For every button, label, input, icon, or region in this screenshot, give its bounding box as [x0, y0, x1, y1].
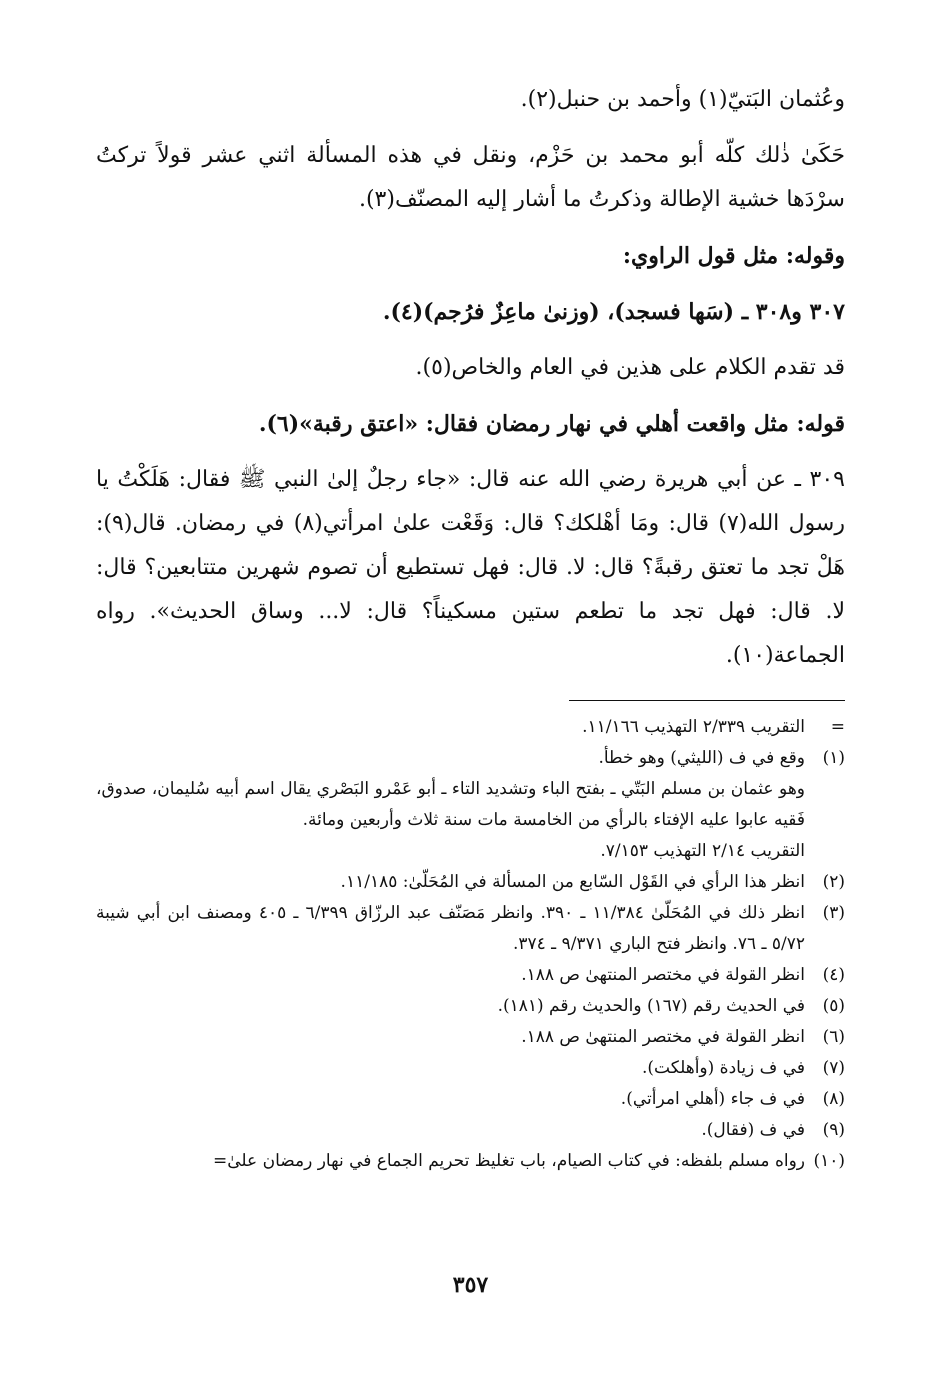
footnote-6: [96, 1022, 845, 1053]
footnote-7: [96, 1053, 845, 1084]
footnote-5: [96, 991, 845, 1022]
paragraph-2: حَكَىٰ ذٰلك كلّه أبو محمد بن حَزْم، ونقل في هذه المسألة اثني عشر قولاً تركتُ سرْدَها خشية الإطالة وذكرتُ ما أشار إليه المصنّف(٣).: [96, 143, 845, 212]
footnote-4: [96, 960, 845, 991]
footnote-number: (٩): [822, 1120, 845, 1140]
footnote-number: (١): [822, 748, 845, 768]
footnote-text: التقريب ٢/١٤ التهذيب ٧/١٥٣.: [600, 841, 805, 861]
footnote-8: [96, 1084, 845, 1115]
paragraph-5: قد تقدم الكلام على هذين في العام والخاص(٥).: [415, 355, 845, 380]
footnote-text: في ف (فقال).: [701, 1120, 805, 1140]
footnote-continuation: [96, 712, 845, 743]
hadith-307-308: ٣٠٧ و٣٠٨ ـ (سَها فسجد)، (وزنىٰ ماعِزٌ فرُجم)(٤).: [382, 299, 845, 325]
heading-quote-2: قوله: مثل واقعت أهلي في نهار رمضان فقال: «اعتق رقبة»(٦).: [258, 411, 845, 437]
footnote-divider: [569, 700, 845, 701]
footnote-text: وهو عثمان بن مسلم البَتّي ـ بفتح الباء وتشديد التاء ـ أبو عَمْرو البَصْري يقال اسم أبيه سُليمان، صدوق، فَقيه عابوا عليه الإفتاء بالرأي من الخامسة مات سنة ثلاث وأربعين ومائة.: [96, 779, 805, 830]
page-number: ٣٥٧: [452, 1272, 489, 1298]
footnote-number: [805, 774, 845, 867]
footnote-text: انظر القولة في مختصر المنتهىٰ ص ١٨٨.: [521, 965, 805, 985]
footnote-number: =: [830, 717, 845, 737]
paragraph-1: وعُثمان البَتيّ(١) وأحمد بن حنبل(٢).: [520, 87, 845, 112]
footnote-9: [96, 1115, 845, 1146]
footnote-number: (١٠): [813, 1151, 845, 1171]
footnote-text: انظر ذلك في المُحَلّىٰ ١١/٣٨٤ ـ ٣٩٠. وانظر مَصَنّف عبد الرزّاق ٦/٣٩٩ ـ ٤٠٥ ومصنف ابن أبي شيبة ٥/٧٢ ـ ٧٦. وانظر فتح الباري ٩/٣٧١ ـ ٣٧٤.: [96, 903, 805, 954]
footnote-1-continued: [96, 774, 845, 867]
footnote-text: التقريب ٢/٣٣٩ التهذيب ١١/١٦٦.: [582, 717, 805, 737]
footnote-3: [96, 898, 845, 960]
footnote-number: (٥): [822, 996, 845, 1016]
footnote-number: (٨): [822, 1089, 845, 1109]
footnote-text: في ف زيادة (وأهلكت).: [641, 1058, 805, 1078]
hadith-309: ٣٠٩ ـ عن أبي هريرة رضي الله عنه قال: «جاء رجلٌ إلىٰ النبي ﷺ فقال: هَلَكْتُ يا رسول الله(٧) قال: ومَا أهْلكك؟ قال: وَقَعْت علىٰ امرأتي(٨) في رمضان. قال(٩): هَلْ تجد ما تعتق رقبةً؟ قال: لا. قال: فهل تستطيع أن تصوم شهرين متتابعين؟ قال: لا. قال: فهل تجد ما تطعم ستين مسكيناً؟ قال: لا... وساق الحديث». رواه الجماعة(١٠).: [96, 467, 845, 668]
footnote-number: (٧): [822, 1058, 845, 1078]
heading-quote-1: وقوله: مثل قول الراوي:: [622, 243, 845, 269]
footnote-text: في الحديث رقم (١٦٧) والحديث رقم (١٨١).: [497, 996, 805, 1016]
footnote-text: وقع في ف (الليثي) وهو خطأ.: [598, 748, 805, 768]
footnotes: [96, 712, 845, 1177]
footnote-2: [96, 867, 845, 898]
footnote-text: في ف جاء (أهلي امرأتي).: [620, 1089, 805, 1109]
footnote-10: [96, 1146, 845, 1177]
footnote-1: [96, 743, 845, 774]
footnote-number: (٤): [822, 965, 845, 985]
footnote-text: انظر هذا الرأي في القَوْل السّابع من المسألة في المُحَلّىٰ: ١١/١٨٥.: [340, 872, 805, 892]
footnote-text: رواه مسلم بلفظه: في كتاب الصيام، باب تغليظ تحريم الجماع في نهار رمضان علىٰ=: [213, 1151, 805, 1171]
footnote-number: (٢): [822, 872, 845, 892]
footnote-text: انظر القولة في مختصر المنتهىٰ ص ١٨٨.: [521, 1027, 805, 1047]
footnote-number: (٣): [822, 903, 845, 923]
footnote-number: (٦): [822, 1027, 845, 1047]
main-text: [96, 78, 845, 690]
